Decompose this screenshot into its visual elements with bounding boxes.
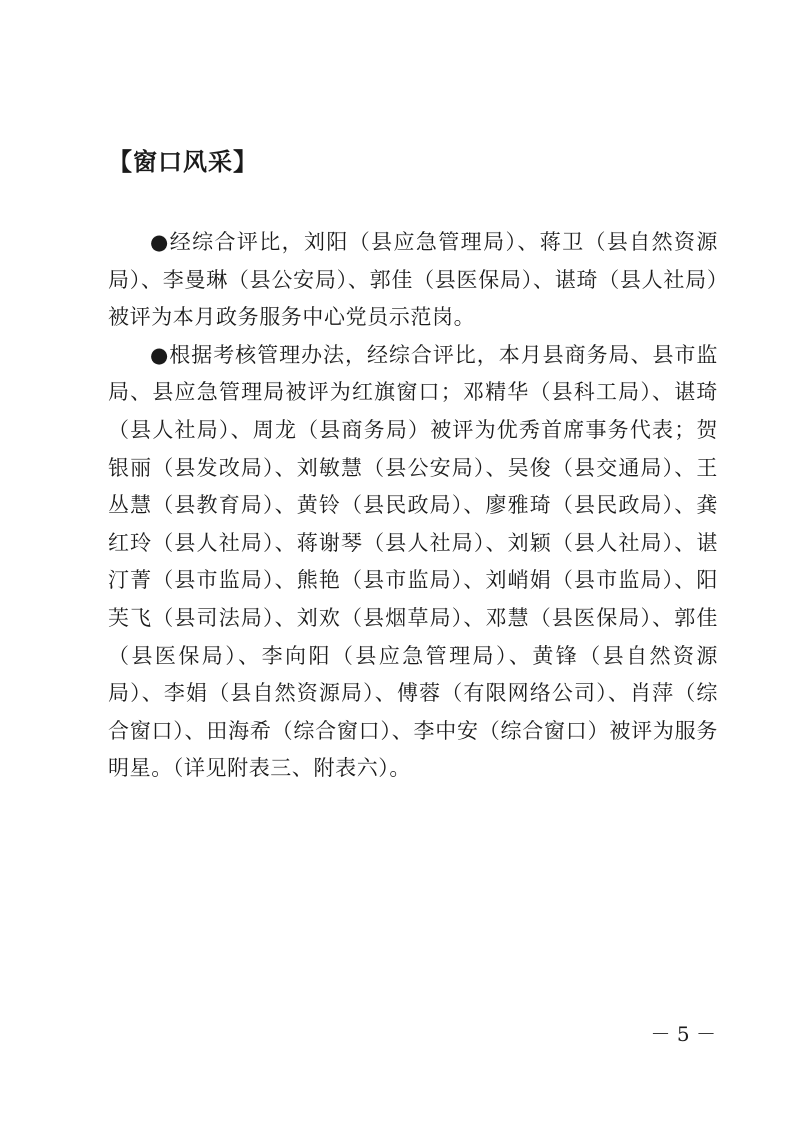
section-heading: 【窗口风采】 <box>108 148 258 176</box>
page-number: － 5 － <box>650 1022 716 1046</box>
paragraph-party-member-model-posts: ●经综合评比，刘阳（县应急管理局）、蒋卫（县自然资源局）、李曼琳（县公安局）、郭佳（县医保局）、谌琦（县人社局）被评为本月政务服务中心党员示范岗。 <box>108 230 718 330</box>
paragraph-red-flag-windows-and-service-stars: ●根据考核管理办法，经综合评比，本月县商务局、县市监局、县应急管理局被评为红旗窗口；邓精华（县科工局）、谌琦（县人社局）、周龙（县商务局）被评为优秀首席事务代表；贺银丽（县发改局）、刘敏慧（县公安局）、吴俊（县交通局）、王丛慧（县教育局）、黄铃（县民政局）、廖雅琦（县民政局）、龚红玲（县人社局）、蒋谢琴（县人社局）、刘颖（县人社局）、谌汀菁（县市监局）、熊艳（县市监局）、刘峭娟（县市监局）、阳芙飞（县司法局）、刘欢（县烟草局）、邓慧（县医保局）、郭佳（县医保局）、李向阳（县应急管理局）、黄锋（县自然资源局）、李娟（县自然资源局）、傅蓉（有限网络公司）、肖萍（综合窗口）、田海希（综合窗口）、李中安（综合窗口）被评为服务明星。（详见附表三、附表六）。 <box>108 342 718 781</box>
body-text <box>108 224 718 788</box>
